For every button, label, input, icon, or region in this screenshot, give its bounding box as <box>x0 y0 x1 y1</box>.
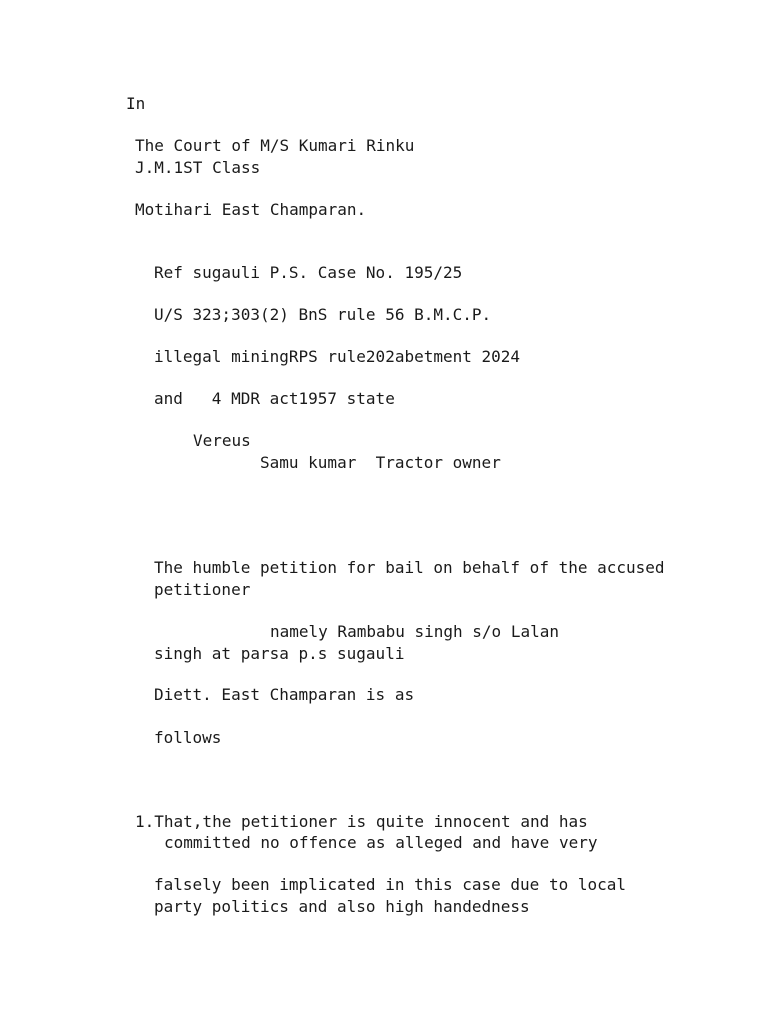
court-location: Motihari East Champaran. <box>135 200 367 219</box>
court-prefix: In <box>126 94 146 113</box>
case-versus: Vereus <box>193 431 251 450</box>
case-reference: Ref sugauli P.S. Case No. 195/25 <box>154 263 463 282</box>
petition-district: Diett. East Champaran is as <box>154 685 415 704</box>
petition-intro-line1: The humble petition for bail on behalf of the accused <box>154 558 665 577</box>
petition-intro-line2: petitioner <box>154 580 251 599</box>
point-1-para2-line1: falsely been implicated in this case due to local <box>154 875 627 894</box>
petition-name-line1: namely Rambabu singh s/o Lalan <box>270 622 559 641</box>
case-act: and 4 MDR act1957 state <box>154 389 395 408</box>
case-opponent: Samu kumar Tractor owner <box>260 453 501 472</box>
petition-follows: follows <box>154 728 222 747</box>
court-name: The Court of M/S Kumari Rinku <box>135 136 415 155</box>
case-mining: illegal miningRPS rule202abetment 2024 <box>154 347 521 366</box>
court-designation: J.M.1ST Class <box>135 158 261 177</box>
point-1-start: 1.That,the petitioner is quite innocent and has <box>135 812 588 831</box>
case-sections: U/S 323;303(2) BnS rule 56 B.M.C.P. <box>154 305 492 324</box>
point-1-para2-line2: party politics and also high handedness <box>154 897 530 916</box>
petition-name-line2: singh at parsa p.s sugauli <box>154 644 405 663</box>
point-1-continuation: committed no offence as alleged and have very <box>164 833 598 852</box>
